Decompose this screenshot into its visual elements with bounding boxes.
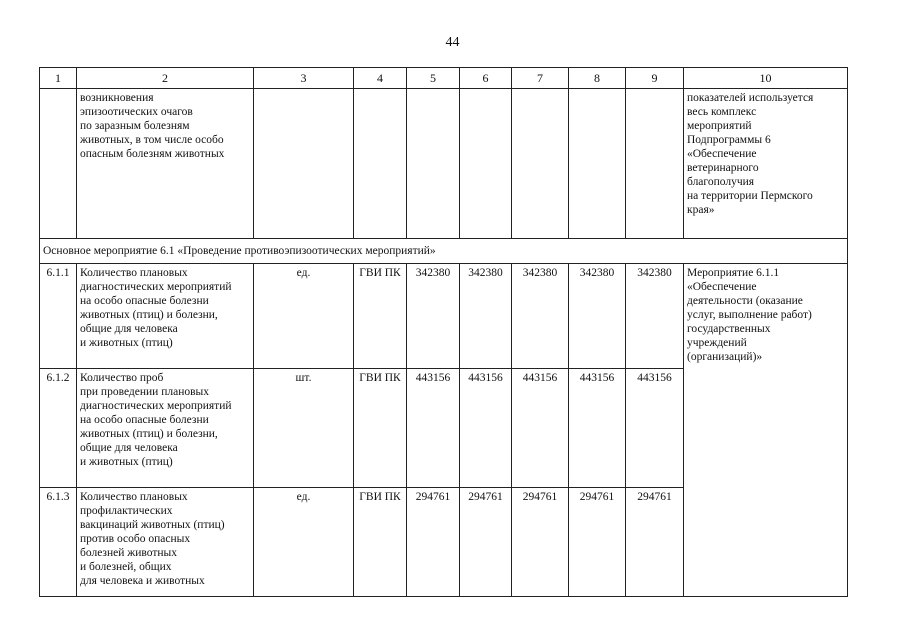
header-cell: 6 [460, 68, 512, 89]
value-cell: 294761 [460, 488, 512, 597]
value-cell: 294761 [512, 488, 569, 597]
value-cell: 443156 [512, 369, 569, 488]
header-row [40, 68, 848, 89]
value-cell: 342380 [460, 264, 512, 369]
unit-cell: ед. [254, 264, 354, 369]
unit-cell: шт. [254, 369, 354, 488]
value-cell: 443156 [407, 369, 460, 488]
table-cell [460, 89, 512, 239]
indicator-name: Количество плановых профилактических вакцинаций животных (птиц) против особо опасных болезней животных и болезней, общих для человека и животных [77, 488, 254, 597]
table-cell [254, 89, 354, 239]
table-cell [40, 89, 77, 239]
value-cell: 294761 [569, 488, 626, 597]
header-cell: 3 [254, 68, 354, 89]
table-cell [407, 89, 460, 239]
value-cell: 443156 [626, 369, 684, 488]
header-cell: 2 [77, 68, 254, 89]
indicators-table [39, 67, 848, 597]
table-cell [512, 89, 569, 239]
table-cell [626, 89, 684, 239]
value-cell: 342380 [569, 264, 626, 369]
header-cell: 5 [407, 68, 460, 89]
table-cell [569, 89, 626, 239]
page-number: 44 [445, 35, 460, 50]
row-number: 6.1.3 [40, 488, 77, 597]
section-title: Основное мероприятие 6.1 «Проведение противоэпизоотических мероприятий» [40, 239, 848, 264]
value-cell: 443156 [460, 369, 512, 488]
indicator-name: Количество плановых диагностических мероприятий на особо опасные болезни животных (птиц) и болезни, общие для человека и животных (птиц) [77, 264, 254, 369]
continuation-note: показателей используется весь комплекс мероприятий Подпрограммы 6 «Обеспечение ветеринарного благополучия на территории Пермского края» [684, 89, 848, 239]
header-cell: 10 [684, 68, 848, 89]
value-cell: 443156 [569, 369, 626, 488]
merged-note-cell: Мероприятие 6.1.1 «Обеспечение деятельности (оказание услуг, выполнение работ) государственных учреждений (организаций)» [684, 264, 848, 597]
value-cell: 342380 [407, 264, 460, 369]
unit-cell: ед. [254, 488, 354, 597]
row-number: 6.1.2 [40, 369, 77, 488]
table-row [40, 264, 848, 369]
header-cell: 1 [40, 68, 77, 89]
table-cell [354, 89, 407, 239]
org-cell: ГВИ ПК [354, 488, 407, 597]
value-cell: 294761 [626, 488, 684, 597]
header-cell: 9 [626, 68, 684, 89]
org-cell: ГВИ ПК [354, 369, 407, 488]
row-number: 6.1.1 [40, 264, 77, 369]
org-cell: ГВИ ПК [354, 264, 407, 369]
indicator-name: Количество проб при проведении плановых диагностических мероприятий на особо опасные болезни животных (птиц) и болезни, общие для человека и животных (птиц) [77, 369, 254, 488]
value-cell: 342380 [626, 264, 684, 369]
continuation-row [40, 89, 848, 239]
header-cell: 8 [569, 68, 626, 89]
value-cell: 294761 [407, 488, 460, 597]
header-cell: 7 [512, 68, 569, 89]
header-cell: 4 [354, 68, 407, 89]
value-cell: 342380 [512, 264, 569, 369]
section-row [40, 239, 848, 264]
continuation-text: возникновения эпизоотических очагов по заразным болезням животных, в том числе особо опасным болезням животных [77, 89, 254, 239]
